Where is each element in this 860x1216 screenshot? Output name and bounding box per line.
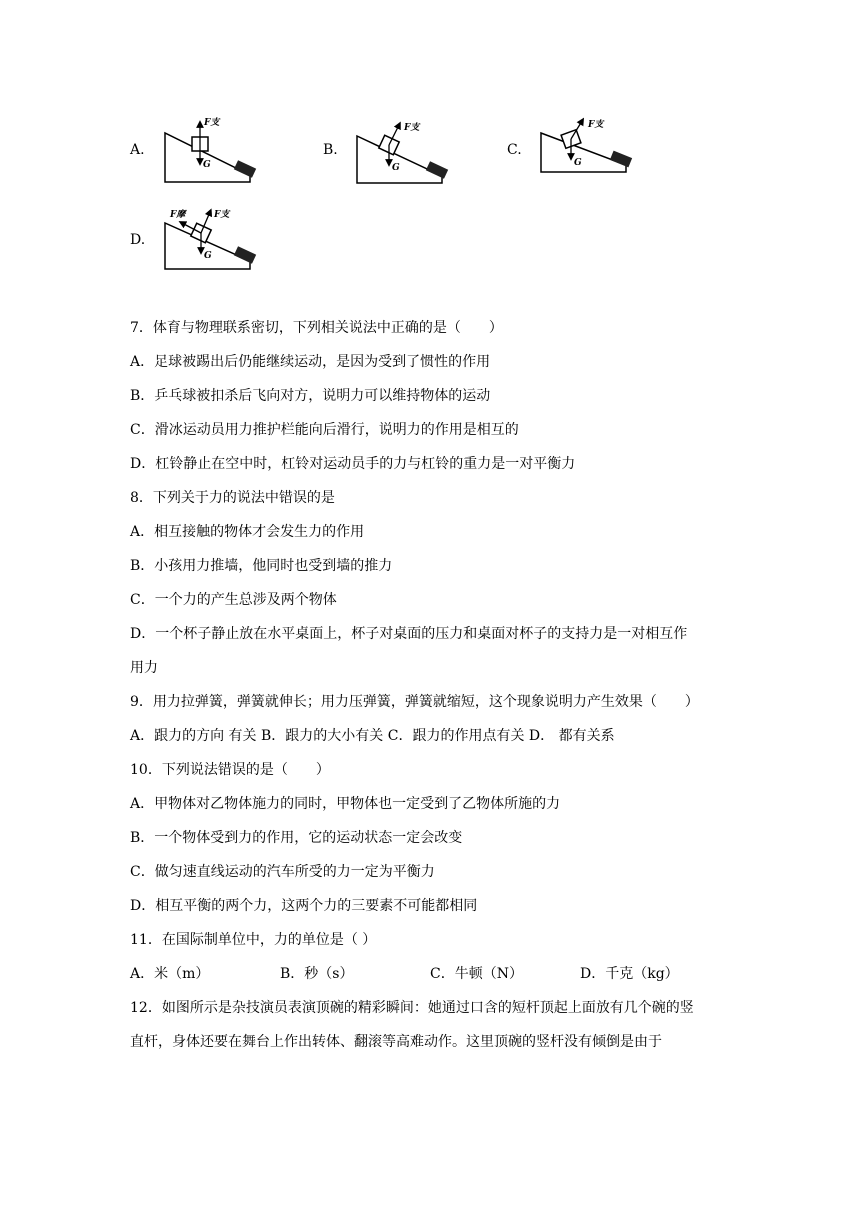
svg-text:G: G [574, 158, 582, 168]
q10-option-b[interactable]: B．一个物体受到力的作用，它的运动状态一定会改变 [130, 830, 463, 846]
q7-option-c[interactable]: C．滑冰运动员用力推护栏能向后滑行，说明力的作用是相互的 [130, 422, 519, 438]
q11-option-d[interactable]: D．千克（kg） [580, 966, 679, 982]
q11-option-c[interactable]: C．牛顿（N） [430, 966, 523, 982]
q7-option-b[interactable]: B．乒乓球被扣杀后飞向对方，说明力可以维持物体的运动 [130, 388, 491, 404]
option-c-label[interactable]: C. [507, 142, 522, 158]
option-c-figure [536, 115, 636, 185]
q7-option-d[interactable]: D．杠铃静止在空中时，杠铃对运动员手的力与杠铃的重力是一对平衡力 [130, 456, 576, 472]
q8-option-d-cont: 用力 [130, 660, 158, 676]
q8-stem: 8．下列关于力的说法中错误的是 [130, 490, 335, 506]
svg-text:G: G [392, 163, 400, 173]
q12-line2: 直杆，身体还要在舞台上作出转体、翻滚等高难动作。这里顶碗的竖杆没有倾倒是由于 [130, 1034, 662, 1050]
q10-option-d[interactable]: D．相互平衡的两个力，这两个力的三要素不可能都相同 [130, 898, 478, 914]
friction-label: F摩 [170, 210, 186, 220]
option-b-figure [352, 118, 452, 188]
option-a-label[interactable]: A. [130, 142, 145, 158]
option-d-label[interactable]: D. [130, 232, 146, 248]
svg-text:F支: F支 [214, 210, 230, 220]
q11-option-b[interactable]: B．秒（s） [280, 966, 354, 982]
q9-stem: 9．用力拉弹簧，弹簧就伸长；用力压弹簧，弹簧就缩短，这个现象说明力产生效果（ ） [130, 694, 699, 710]
support-force-label: F支 [204, 118, 220, 128]
spring-block [234, 160, 256, 178]
q7-option-a[interactable]: A．足球被踢出后仍能继续运动，是因为受到了惯性的作用 [130, 354, 491, 370]
q8-option-b[interactable]: B．小孩用力推墙，他同时也受到墙的推力 [130, 558, 393, 574]
svg-text:G: G [204, 251, 212, 261]
q10-option-a[interactable]: A．甲物体对乙物体施力的同时，甲物体也一定受到了乙物体所施的力 [130, 796, 561, 812]
q10-option-c[interactable]: C．做匀速直线运动的汽车所受的力一定为平衡力 [130, 864, 435, 880]
svg-text:F支: F支 [588, 120, 604, 130]
gravity-label: G [203, 160, 211, 170]
q7-stem: 7．体育与物理联系密切，下列相关说法中正确的是（ ） [130, 320, 503, 336]
option-a-figure [160, 115, 260, 185]
svg-text:F支: F支 [404, 123, 420, 133]
q8-option-d[interactable]: D．一个杯子静止放在水平桌面上，杯子对桌面的压力和桌面对杯子的支持力是一对相互作 [130, 626, 688, 642]
q9-options[interactable]: A．跟力的方向 有关 B．跟力的大小有关 C．跟力的作用点有关 D． 都有关系 [130, 728, 615, 744]
q8-option-c[interactable]: C．一个力的产生总涉及两个物体 [130, 592, 337, 608]
option-b-label[interactable]: B. [323, 142, 338, 158]
q10-stem: 10．下列说法错误的是（ ） [130, 762, 330, 778]
q8-option-a[interactable]: A．相互接触的物体才会发生力的作用 [130, 524, 365, 540]
option-d-figure [160, 203, 260, 273]
q11-stem: 11．在国际制单位中，力的单位是（ ） [130, 932, 377, 948]
q11-option-a[interactable]: A．米（m） [130, 966, 210, 982]
q12-line1: 12．如图所示是杂技演员表演顶碗的精彩瞬间：她通过口含的短杆顶起上面放有几个碗的竖 [130, 1000, 694, 1016]
